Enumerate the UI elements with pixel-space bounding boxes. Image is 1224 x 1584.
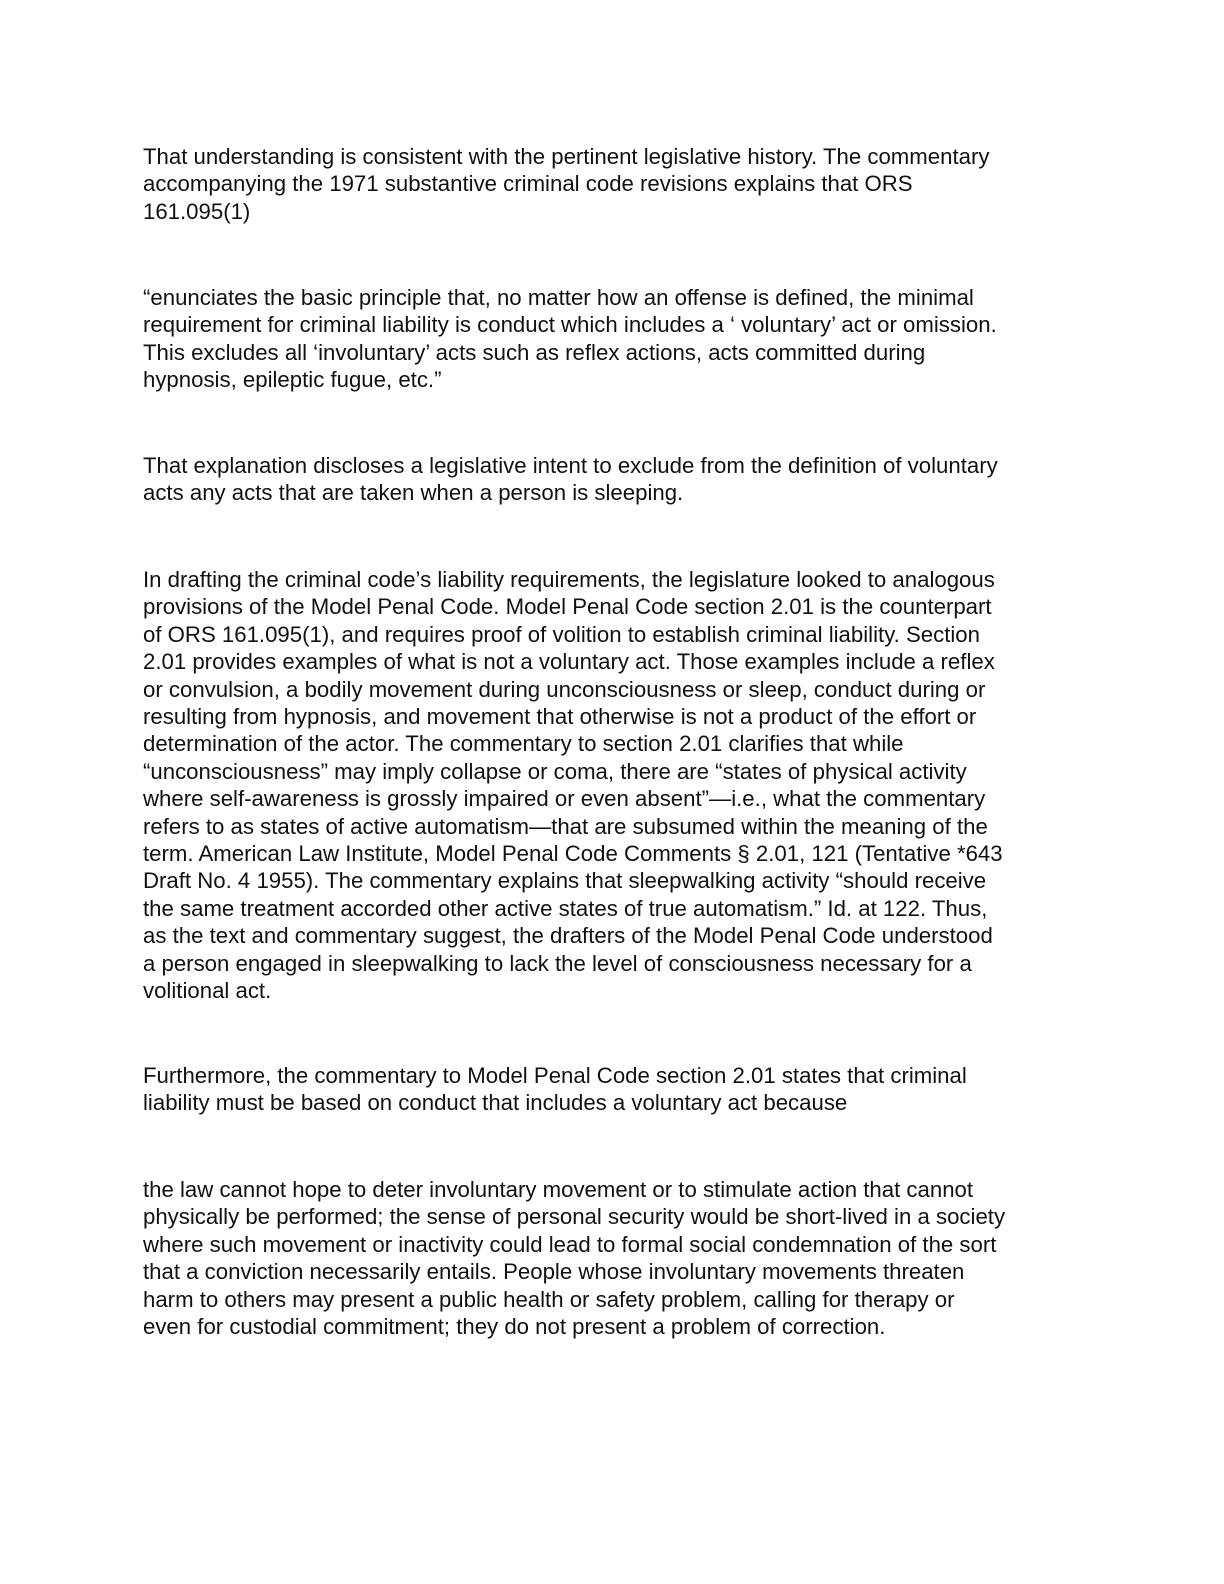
paragraph-legislative-intent: That explanation discloses a legislative intent to exclude from the definition of voluntary acts any acts that are taken when a person is sleeping. [143,453,998,506]
paragraph-block-quote: the law cannot hope to deter involuntary movement or to stimulate action that cannot physically be performed; the sense of personal security would be short-lived in a society where such movement or inactivity could lead to formal social condemnation of the sort that a conviction necessarily entails. People whose involuntary movements threaten harm to others may present a public health or safety problem, calling for therapy or even for custodial commitment; they do not present a problem of correction. [143,1177,1006,1340]
paragraph-furthermore: Furthermore, the commentary to Model Penal Code section 2.01 states that criminal liability must be based on conduct that includes a voluntary act because [143,1063,967,1116]
paragraph-commentary-quote: “enunciates the basic principle that, no matter how an offense is defined, the minimal requirement for criminal liability is conduct which includes a ‘ voluntary’ act or omission. This excludes all ‘involuntary’ acts such as reflex actions, acts committed during hypnosis, epileptic fugue, etc.” [143,285,997,393]
paragraph-model-penal-code: In drafting the criminal code’s liability requirements, the legislature looked to analogous provisions of the Model Penal Code. Model Penal Code section 2.01 is the counterpart of ORS 161.095(1), and requires proof of volition to establish criminal liability. Section 2.01 provides examples of what is not a voluntary act. Those examples include a reflex or convulsion, a bodily movement during unconsciousness or sleep, conduct during or resulting from hypnosis, and movement that otherwise is not a product of the effort or determination of the actor. The commentary to section 2.01 clarifies that while “unconsciousness” may imply collapse or coma, there are “states of physical activity where self-awareness is grossly impaired or even absent”—i.e., what the commentary refers to as states of active automatism—that are subsumed within the meaning of the term. American Law Institute, Model Penal Code Comments § 2.01, 121 (Tentative *643 Draft No. 4 1955). The commentary explains that sleepwalking activity “should receive the same treatment accorded other active states of true automatism.” Id. at 122. Thus, as the text and commentary suggest, the drafters of the Model Penal Code understood a person engaged in sleepwalking to lack the level of consciousness necessary for a volitional act. [143,567,1003,1004]
paragraph-legislative-history: That understanding is consistent with the pertinent legislative history. The commentary accompanying the 1971 substantive criminal code revisions explains that ORS 161.095(1) [143,144,990,224]
